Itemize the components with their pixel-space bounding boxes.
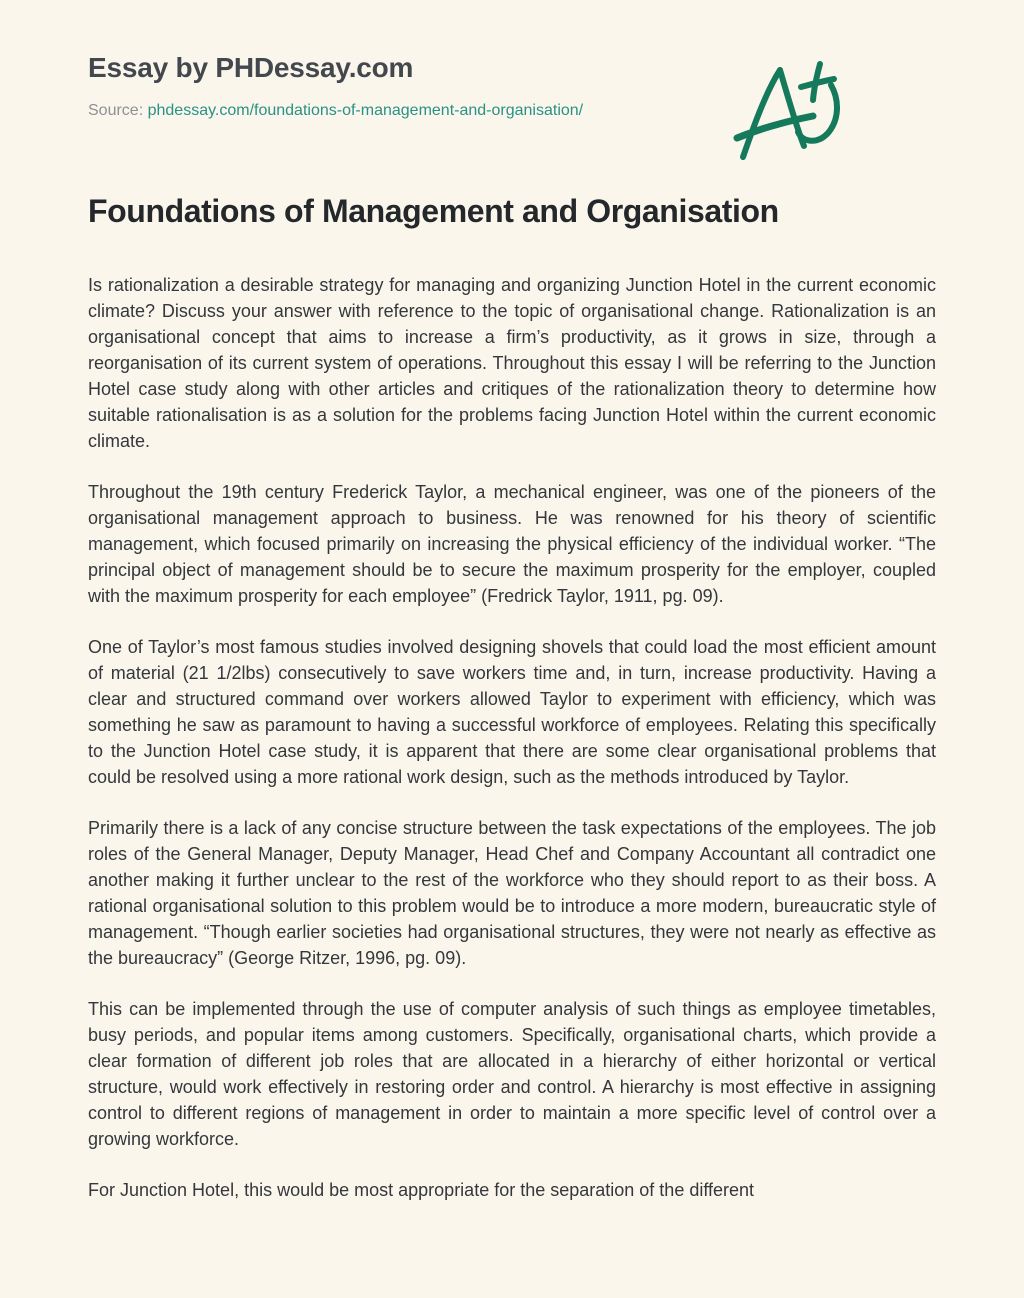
essay-paragraph-3: One of Taylor’s most famous studies involved designing shovels that could load the most efficient amount of material (21 1/2lbs) consecutively to save workers time and, in turn, increase productivity. Having a clear and structured command over workers allowed Taylor to experiment with efficiency, which was something he saw as paramount to having a successful workforce of employees. Relating this specifically to the Junction Hotel case study, it is apparent that there are some clear organisational problems that could be resolved using a more rational work design, such as the methods introduced by Taylor.: [88, 637, 936, 787]
essay-paragraph-2: Throughout the 19th century Frederick Taylor, a mechanical engineer, was one of the pioneers of the organisational management approach to business. He was renowned for his theory of scientific management, which focused primarily on increasing the physical efficiency of the individual worker. “The principal object of management should be to secure the maximum prosperity for the employer, coupled with the maximum prosperity for each employee” (Fredrick Taylor, 1911, pg. 09).: [88, 482, 936, 606]
a-plus-logo-icon: [727, 55, 847, 170]
essay-paragraph-6: For Junction Hotel, this would be most appropriate for the separation of the different: [88, 1180, 755, 1200]
source-label: Source:: [88, 102, 144, 119]
essay-paragraph-4: Primarily there is a lack of any concise structure between the task expectations of the employees. The job roles of the General Manager, Deputy Manager, Head Chef and Company Accountant all contradict one another making it further unclear to the rest of the workforce who they should report to as their boss. A rational organisational solution to this problem would be to introduce a more modern, bureaucratic style of management. “Though earlier societies had organisational structures, they were not nearly as effective as the bureaucracy” (George Ritzer, 1996, pg. 09).: [88, 818, 936, 968]
essay-paragraph-1: Is rationalization a desirable strategy for managing and organizing Junction Hotel in the current economic climate? Discuss your answer with reference to the topic of organisational change. Rationalization is an organisational concept that aims to increase a firm’s productivity, as it grows in size, through a reorganisation of its current system of operations. Throughout this essay I will be referring to the Junction Hotel case study along with other articles and critiques of the rationalization theory to determine how suitable rationalisation is as a solution for the problems facing Junction Hotel within the current economic climate.: [88, 275, 936, 451]
essay-paragraph-5: This can be implemented through the use of computer analysis of such things as employee timetables, busy periods, and popular items among customers. Specifically, organisational charts, which provide a clear formation of different job roles that are allocated in a hierarchy of either horizontal or vertical structure, would work effectively in restoring order and control. A hierarchy is most effective in assigning control to different regions of management in order to maintain a more specific level of control over a growing workforce.: [88, 999, 936, 1149]
essay-title: Foundations of Management and Organisation: [88, 193, 779, 229]
essay-body: [88, 272, 936, 1203]
source-link[interactable]: phdessay.com/foundations-of-management-and-organisation/: [147, 102, 584, 119]
brand-title: Essay by PHDessay.com: [88, 52, 414, 83]
doc-header: [88, 0, 936, 121]
